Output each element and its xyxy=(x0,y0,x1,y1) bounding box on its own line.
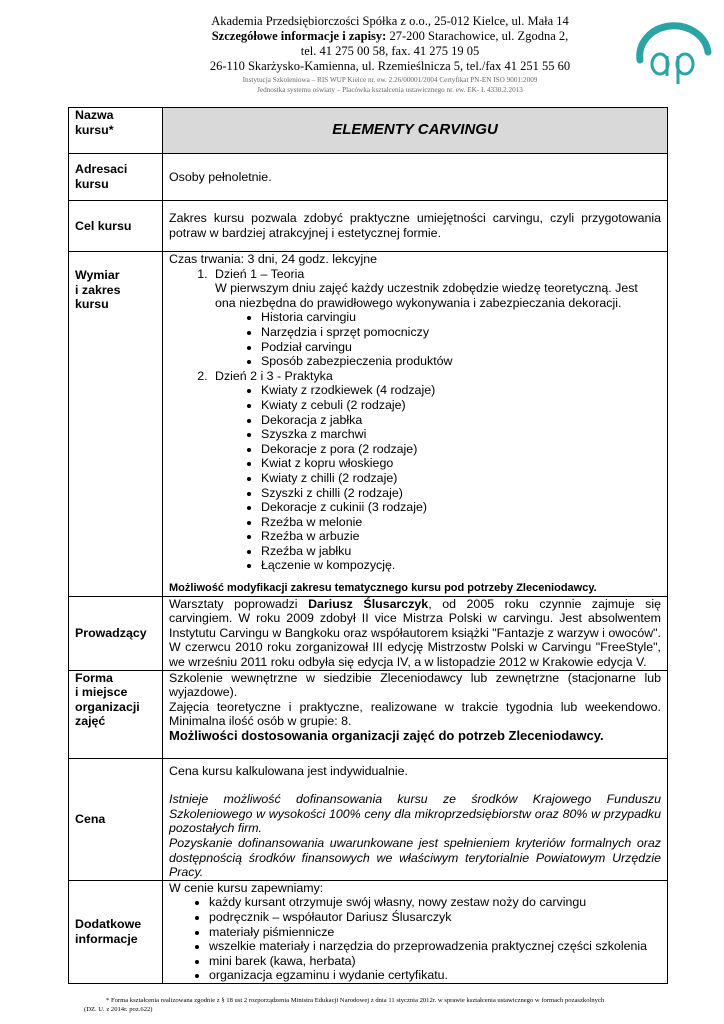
scope-value xyxy=(163,252,668,597)
scope-label-line1: Wymiar xyxy=(75,268,120,282)
extra-info-label xyxy=(69,880,163,983)
practice-item: • Dekoracje z pora (2 rodzaje) xyxy=(261,442,661,457)
form-label-line4: zajęć xyxy=(75,714,106,729)
company-address: Akademia Przedsiębiorczości Spółka z o.o., 25-012 Kielce, ul. Mała 14 xyxy=(211,14,569,28)
goal-label: Cel kursu xyxy=(69,201,163,252)
instructor-name: Dariusz Ślusarczyk xyxy=(308,596,429,611)
funding-conditions: Pozyskanie dofinansowania uwarunkowane jest spełnieniem kryteriów formalnych oraz dostępnością środków finansowych we właściwym terytorialnie Powiatowym Urzędzie Pracy. xyxy=(169,835,661,880)
scope-label-line3: kursu xyxy=(75,297,109,312)
day-2-topics xyxy=(215,383,661,573)
extra-info-label-line2: informacje xyxy=(75,931,138,946)
form-label xyxy=(69,670,163,758)
practice-item: • Rzeźba w jabłku xyxy=(261,544,661,559)
registration-info xyxy=(140,29,640,44)
day-2 xyxy=(211,369,661,573)
topic-item: • Podział carvingu xyxy=(261,340,661,355)
price-label: Cena xyxy=(69,758,163,880)
form-customization: Możliwości dostosowania organizacji zajęć do potrzeb Zleceniodawcy. xyxy=(169,728,604,743)
form-schedule: Zajęcia teoretyczne i praktyczne, realizowane w trakcie tygodnia lub weekendowo. Minimalna ilość osób w grupie: 8. xyxy=(169,699,661,729)
practice-item: • Rzeźba w arbuzie xyxy=(261,529,661,544)
practice-item: • Kwiaty z chilli (2 rodzaje) xyxy=(261,471,661,486)
instructor-bio: , od 2005 roku czynnie zajmuje się carvingiem. W roku 2009 zdobył II vice Mistrza Polski w carvingu. Jest absolwentem Instytutu Carvingu w Bangkoku oraz współautorem książki "Fantazje z warzyw i owoców". W czerwcu 2010 roku zorganizował III edycję Mistrzostw Polski w Carvingu "FreeStyle", we wrześniu 2011 roku odbyła się edycja IV, a w listopadzie 2012 w Krakowie edycja V. xyxy=(169,596,661,670)
practice-item: • Rzeźba w melonie xyxy=(261,515,661,530)
course-info-table xyxy=(68,107,668,984)
included-item: • materiały piśmiennicze xyxy=(209,925,661,940)
registry-info: Instytucja Szkoleniowa – RIS WUP Kielce nr. ew. 2.26/00001/2004 Certyfikat PN-EN ISO 9001:2009 xyxy=(242,76,538,84)
duration: Czas trwania: 3 dni, 24 godz. lekcyjne xyxy=(169,252,377,266)
course-name-label xyxy=(69,108,163,154)
included-item: • wszelkie materiały i narzędzia do przeprowadzenia praktycznej części szkolenia xyxy=(209,939,661,954)
included-item: • organizacja egzaminu i wydanie certyfikatu. xyxy=(209,968,661,983)
goal-value: Zakres kursu pozwala zdobyć praktyczne umiejętności carvingu, czyli przygotowania potraw w bardziej atrakcyjnej i estetycznej formie. xyxy=(163,201,668,252)
included-intro: W cenie kursu zapewniamy: xyxy=(169,880,324,895)
practice-item: • Dekoracja z jabłka xyxy=(261,413,661,428)
days-list xyxy=(169,267,661,573)
phone-fax: tel. 41 275 00 58, fax. 41 275 19 05 xyxy=(300,44,480,58)
extra-info-label-line1: Dodatkowe xyxy=(75,917,142,932)
instructor-value xyxy=(163,596,668,670)
audience-label xyxy=(69,154,163,201)
topic-item: • Sposób zabezpieczenia produktów xyxy=(261,354,661,369)
practice-item: • Dekoracje z cukinii (3 rodzaje) xyxy=(261,500,661,515)
education-unit-info: Jednostka systemu oświaty – Placówka kształcenia ustawicznego nr. ew. EK- I. 4330.2.2013 xyxy=(257,86,523,94)
course-name-label-line1: Nazwa xyxy=(75,108,114,122)
footnote-reference: (DZ. U. z 2014r. poz.622) xyxy=(84,1006,153,1013)
included-item: • każdy kursant otrzymuje swój własny, nowy zestaw noży do carvingu xyxy=(209,895,661,910)
footnote xyxy=(84,996,684,1014)
registration-address: 27-200 Starachowice, ul. Zgodna 2, xyxy=(386,29,569,43)
scope-label-line2: i zakres xyxy=(75,282,121,297)
price-info: Cena kursu kalkulowana jest indywidualnie. xyxy=(169,763,408,778)
practice-item: • Szyszki z chilli (2 rodzaje) xyxy=(261,486,661,501)
practice-item: • Szyszka z marchwi xyxy=(261,427,661,442)
funding-info: Istnieje możliwość dofinansowania kursu ze środków Krajowego Funduszu Szkoleniowego w wysokości 100% ceny dla mikroprzedsiębiorstw oraz 80% w przypadku pozostałych firm. xyxy=(169,792,661,836)
day-1-description: W pierwszym dniu zajęć każdy uczestnik zdobędzie wiedzę teoretyczną. Jest ona niezbędna do prawidłowego wykonywania i zabezpieczania dekoracji. xyxy=(215,281,638,310)
form-label-line3: organizacji xyxy=(75,699,140,714)
letterhead xyxy=(140,14,640,95)
included-item: • mini barek (kawa, herbata) xyxy=(209,954,661,969)
practice-item: • Kwiaty z rzodkiewek (4 rodzaje) xyxy=(261,383,661,398)
practice-item: • Kwiat z kopru włoskiego xyxy=(261,456,661,471)
day-1-topics xyxy=(215,310,661,368)
audience-label-line1: Adresaci xyxy=(75,162,128,177)
audience-value: Osoby pełnoletnie. xyxy=(163,154,668,201)
scope-label xyxy=(69,252,163,597)
practice-item: • Łączenie w kompozycję. xyxy=(261,558,661,573)
course-name-label-line2: kursu* xyxy=(75,122,114,137)
included-item: • podręcznik – współautor Dariusz Ślusarczyk xyxy=(209,910,661,925)
registration-label: Szczegółowe informacje i zapisy: xyxy=(211,29,387,43)
modification-note: Możliwość modyfikacji zakresu tematycznego kursu pod potrzeby Zleceniodawcy. xyxy=(169,582,597,595)
day-2-title: 2. Dzień 2 i 3 - Praktyka xyxy=(215,368,333,383)
price-value xyxy=(163,758,668,880)
instructor-intro: Warsztaty poprowadzi xyxy=(169,596,309,611)
branch-address: 26-110 Skarżysko-Kamienna, ul. Rzemieślnicza 5, tel./fax 41 251 55 60 xyxy=(209,59,571,73)
instructor-label: Prowadzący xyxy=(69,596,163,670)
form-label-line1: Forma xyxy=(75,670,113,685)
audience-label-line2: kursu xyxy=(75,177,109,191)
topic-item: • Historia carvingiu xyxy=(261,310,661,325)
topic-item: • Narzędzia i sprzęt pomocniczy xyxy=(261,325,661,340)
form-value xyxy=(163,670,668,758)
extra-info-value xyxy=(163,880,668,983)
company-logo xyxy=(630,18,716,88)
form-location: Szkolenie wewnętrzne w siedzibie Zleceniodawcy lub zewnętrzne (stacjonarne lub wyjazdowe). xyxy=(169,670,661,700)
practice-item: • Kwiaty z cebuli (2 rodzaje) xyxy=(261,398,661,413)
footnote-text: * Forma kształcenia realizowana zgodnie z § 18 ust 2 rozporządzenia Ministra Edukacji Narodowej z dnia 11 stycznia 2012r. w sprawie kształcenia ustawicznego w formach pozaszkolnych xyxy=(106,997,605,1004)
form-label-line2: i miejsce xyxy=(75,685,128,700)
course-title: ELEMENTY CARVINGU xyxy=(163,108,668,154)
day-1-title: 1. Dzień 1 – Teoria xyxy=(215,266,305,281)
day-1 xyxy=(211,267,661,369)
included-items xyxy=(169,895,661,983)
